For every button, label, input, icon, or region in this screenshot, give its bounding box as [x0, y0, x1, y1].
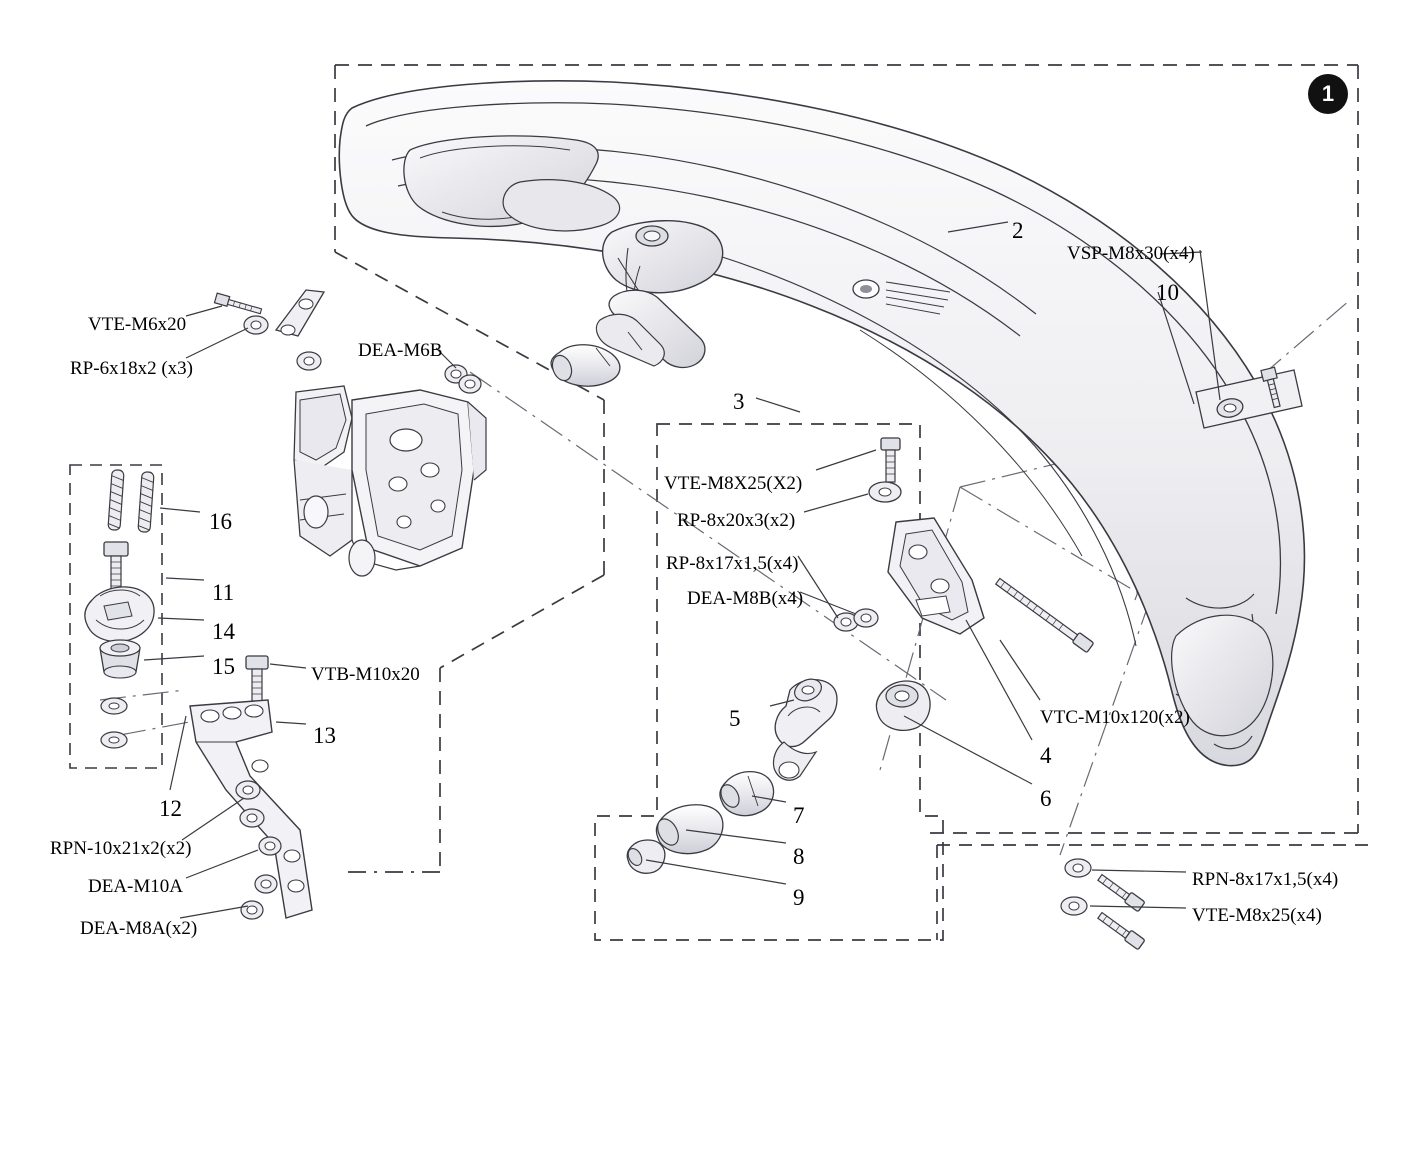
part-15-bushing — [100, 640, 140, 678]
part-label-rp-8x17x15: RP-8x17x1,5(x4) — [666, 553, 799, 574]
part-label-rp-8x20x3: RP-8x20x3(x2) — [677, 510, 796, 531]
sheet-badge: 1 — [1308, 74, 1348, 114]
part-label-vtb-m10x20: VTB-M10x20 — [311, 664, 420, 685]
item-number-8: 8 — [793, 844, 805, 869]
part-label-rpn-8x17x15: RPN-8x17x1,5(x4) — [1192, 869, 1339, 890]
item-number-14: 14 — [212, 619, 235, 644]
item-number-3: 3 — [733, 389, 745, 414]
part-7-bushing — [717, 772, 773, 816]
vte-bolt-b — [1097, 910, 1145, 950]
item-number-10: 10 — [1156, 280, 1179, 305]
part-9-cap — [625, 840, 664, 873]
part-label-dea-m6b: DEA-M6B — [358, 340, 443, 361]
vte-m8x25-bolt-g3 — [881, 438, 900, 482]
part-label-rpn-10x21x2: RPN-10x21x2(x2) — [50, 838, 192, 859]
item-number-6: 6 — [1040, 786, 1052, 811]
item-number-16: 16 — [209, 509, 232, 534]
part-label-vte-m8x25-x4: VTE-M8x25(x4) — [1192, 905, 1322, 926]
clamp-assembly — [294, 386, 486, 576]
part-label-vte-m8x25-x2: VTE-M8X25(X2) — [664, 473, 803, 494]
bottom-right-fasteners — [1061, 859, 1145, 950]
part-label-vte-m6x20: VTE-M6x20 — [88, 314, 187, 335]
part-5-linkage — [773, 675, 836, 780]
item-number-2: 2 — [1012, 218, 1024, 243]
part-label-dea-m8a: DEA-M8A(x2) — [80, 918, 198, 939]
item-number-4: 4 — [1040, 743, 1052, 768]
part-label-vsp-m8x30: VSP-M8x30(x4) — [1067, 243, 1195, 264]
item-number-5: 5 — [729, 706, 741, 731]
item-number-9: 9 — [793, 885, 805, 910]
vte-m6x20-bolt — [214, 293, 262, 316]
washers-left-stack — [101, 698, 127, 748]
item-number-15: 15 — [212, 654, 235, 679]
vtc-m10x120-bolt — [995, 576, 1094, 653]
group-3-parts — [625, 438, 984, 873]
item-number-11: 11 — [212, 580, 235, 605]
part-4-bracket — [888, 518, 984, 634]
part-label-dea-m8b: DEA-M8B(x4) — [687, 588, 804, 609]
part-label-vtc-m10x120: VTC-M10x120(x2) — [1040, 707, 1190, 728]
part-8-tube — [653, 805, 722, 854]
part-2-shock-pin — [549, 290, 705, 386]
vtb-m10x20-bolt — [246, 656, 268, 701]
part-6-bearing — [876, 681, 930, 730]
part-label-dea-m10a: DEA-M10A — [88, 876, 183, 897]
item-number-12: 12 — [159, 796, 182, 821]
item-number-13: 13 — [313, 723, 336, 748]
part-16-pins — [108, 470, 154, 533]
item-number-7: 7 — [793, 803, 805, 828]
part-14-saddle — [85, 587, 154, 642]
part-label-rp-6x18x2: RP-6x18x2 (x3) — [70, 358, 193, 379]
